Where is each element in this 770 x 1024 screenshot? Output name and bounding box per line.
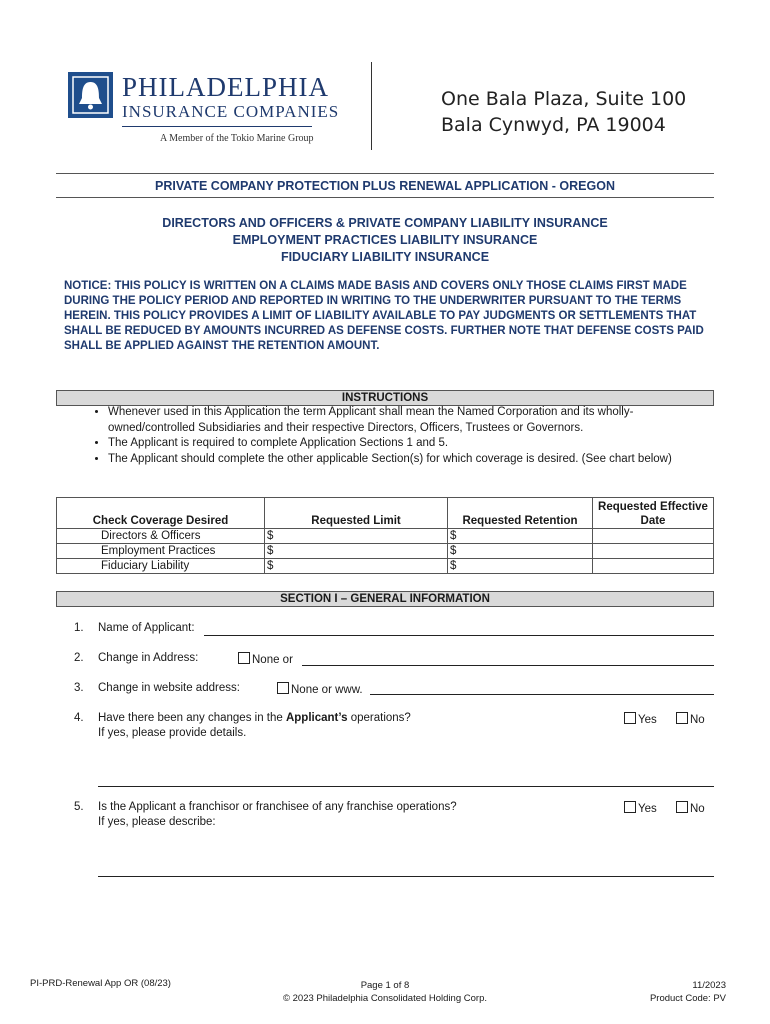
coverage-title-1: DIRECTORS AND OFFICERS & PRIVATE COMPANY LIABILITY INSURANCE [162,216,608,230]
coverage-title-2: EMPLOYMENT PRACTICES LIABILITY INSURANCE [232,233,538,247]
effective-date-field[interactable] [593,529,714,544]
website-none-option[interactable]: None or www. [277,682,363,696]
question-2-label: Change in Address: [98,652,199,664]
instruction-item: • The Applicant should complete the other applicable Section(s) for which coverage is desired. (See chart below) [108,452,718,468]
company-logo [68,72,113,118]
question-5-sub: If yes, please describe: [98,816,216,828]
instructions-list [86,405,718,467]
coverage-name: Directors & Officers [57,529,265,544]
section-1-heading: SECTION I – GENERAL INFORMATION [56,591,714,607]
coverage-title-3: FIDUCIARY LIABILITY INSURANCE [280,250,490,264]
question-4-number: 4. [74,712,84,724]
col-header-effective-date: Requested Effective Date [593,498,714,529]
retention-field[interactable]: $ [448,529,593,544]
form-id: PI-PRD-Renewal App OR (08/23) [30,978,171,989]
question-4-label: Have there been any changes in the Applicant’s operations? [98,712,411,724]
title-rule-top [56,173,714,174]
col-header-coverage: Check Coverage Desired [57,498,265,529]
title-rule-bottom [56,197,714,198]
copyright: © 2023 Philadelphia Consolidated Holding Corp. [283,993,487,1004]
instruction-item: • Whenever used in this Application the term Applicant shall mean the Named Corporation and its wholly-owned/controlled Subsidiaries and their respective Directors, Officers, Trustees or Governors. [108,405,718,436]
header-divider [371,62,372,150]
q5-yes-option[interactable]: Yes [624,801,657,815]
address-line-1: One Bala Plaza, Suite 100 [441,88,687,110]
question-3-label: Change in website address: [98,682,240,694]
coverage-name: Employment Practices [57,544,265,559]
col-header-retention: Requested Retention [448,498,593,529]
product-code: Product Code: PV [649,993,726,1004]
q5-no-checkbox[interactable] [676,801,688,813]
table-row [57,544,714,559]
table-row [57,559,714,574]
question-5-number: 5. [74,801,84,813]
revision-date: 11/2023 [692,980,726,991]
logo-divider [122,126,312,127]
limit-field[interactable]: $ [265,559,448,574]
retention-field[interactable]: $ [448,544,593,559]
company-name: PHILADELPHIA [122,72,329,102]
applicant-name-field[interactable] [204,635,714,636]
q4-yes-option[interactable]: Yes [624,712,657,726]
limit-field[interactable]: $ [265,544,448,559]
liberty-bell-icon [68,72,113,118]
website-none-checkbox[interactable] [277,682,289,694]
website-change-field[interactable] [370,694,714,695]
q4-yes-checkbox[interactable] [624,712,636,724]
form-title: PRIVATE COMPANY PROTECTION PLUS RENEWAL APPLICATION - OREGON [155,179,615,193]
q5-yes-checkbox[interactable] [624,801,636,813]
q5-no-option[interactable]: No [676,801,705,815]
coverage-name: Fiduciary Liability [57,559,265,574]
q4-no-option[interactable]: No [676,712,705,726]
question-4-sub: If yes, please provide details. [98,727,247,739]
address-change-field[interactable] [302,665,714,666]
question-1-label: Name of Applicant: [98,622,195,634]
company-subname: INSURANCE COMPANIES [122,102,340,121]
question-5-label: Is the Applicant a franchisor or franchisee of any franchise operations? [98,801,457,813]
address-line-2: Bala Cynwyd, PA 19004 [441,114,666,136]
address-none-checkbox[interactable] [238,652,250,664]
coverage-table [56,497,714,574]
q5-details-field[interactable] [98,876,714,877]
retention-field[interactable]: $ [448,559,593,574]
col-header-limit: Requested Limit [265,498,448,529]
q4-details-field[interactable] [98,786,714,787]
instructions-heading: INSTRUCTIONS [56,390,714,406]
table-row [57,529,714,544]
q4-no-checkbox[interactable] [676,712,688,724]
question-3-number: 3. [74,682,84,694]
instruction-item: • The Applicant is required to complete Application Sections 1 and 5. [108,436,718,452]
limit-field[interactable]: $ [265,529,448,544]
effective-date-field[interactable] [593,544,714,559]
page-number: Page 1 of 8 [360,980,410,991]
question-2-number: 2. [74,652,84,664]
address-none-option[interactable]: None or [238,652,293,666]
claims-made-notice: NOTICE: THIS POLICY IS WRITTEN ON A CLAIMS MADE BASIS AND COVERS ONLY THOSE CLAIMS FIRST MADE DURING THE POLICY PERIOD AND REPORTED IN WRITING TO THE UNDERWRITER PURSUANT TO THE TERMS HEREIN. THIS POLICY PROVIDES A LIMIT OF LIABILITY AVAILABLE TO PAY JUDGMENTS OR SETTLEMENTS THAT SHALL BE REDUCED BY AMOUNTS INCURRED AS DEFENSE COSTS. FURTHER NOTE THAT DEFENSE COSTS PAID SHALL BE APPLIED AGAINST THE RETENTION AMOUNT. [64,280,704,352]
effective-date-field[interactable] [593,559,714,574]
member-line: A Member of the Tokio Marine Group [160,133,314,144]
question-1-number: 1. [74,622,84,634]
